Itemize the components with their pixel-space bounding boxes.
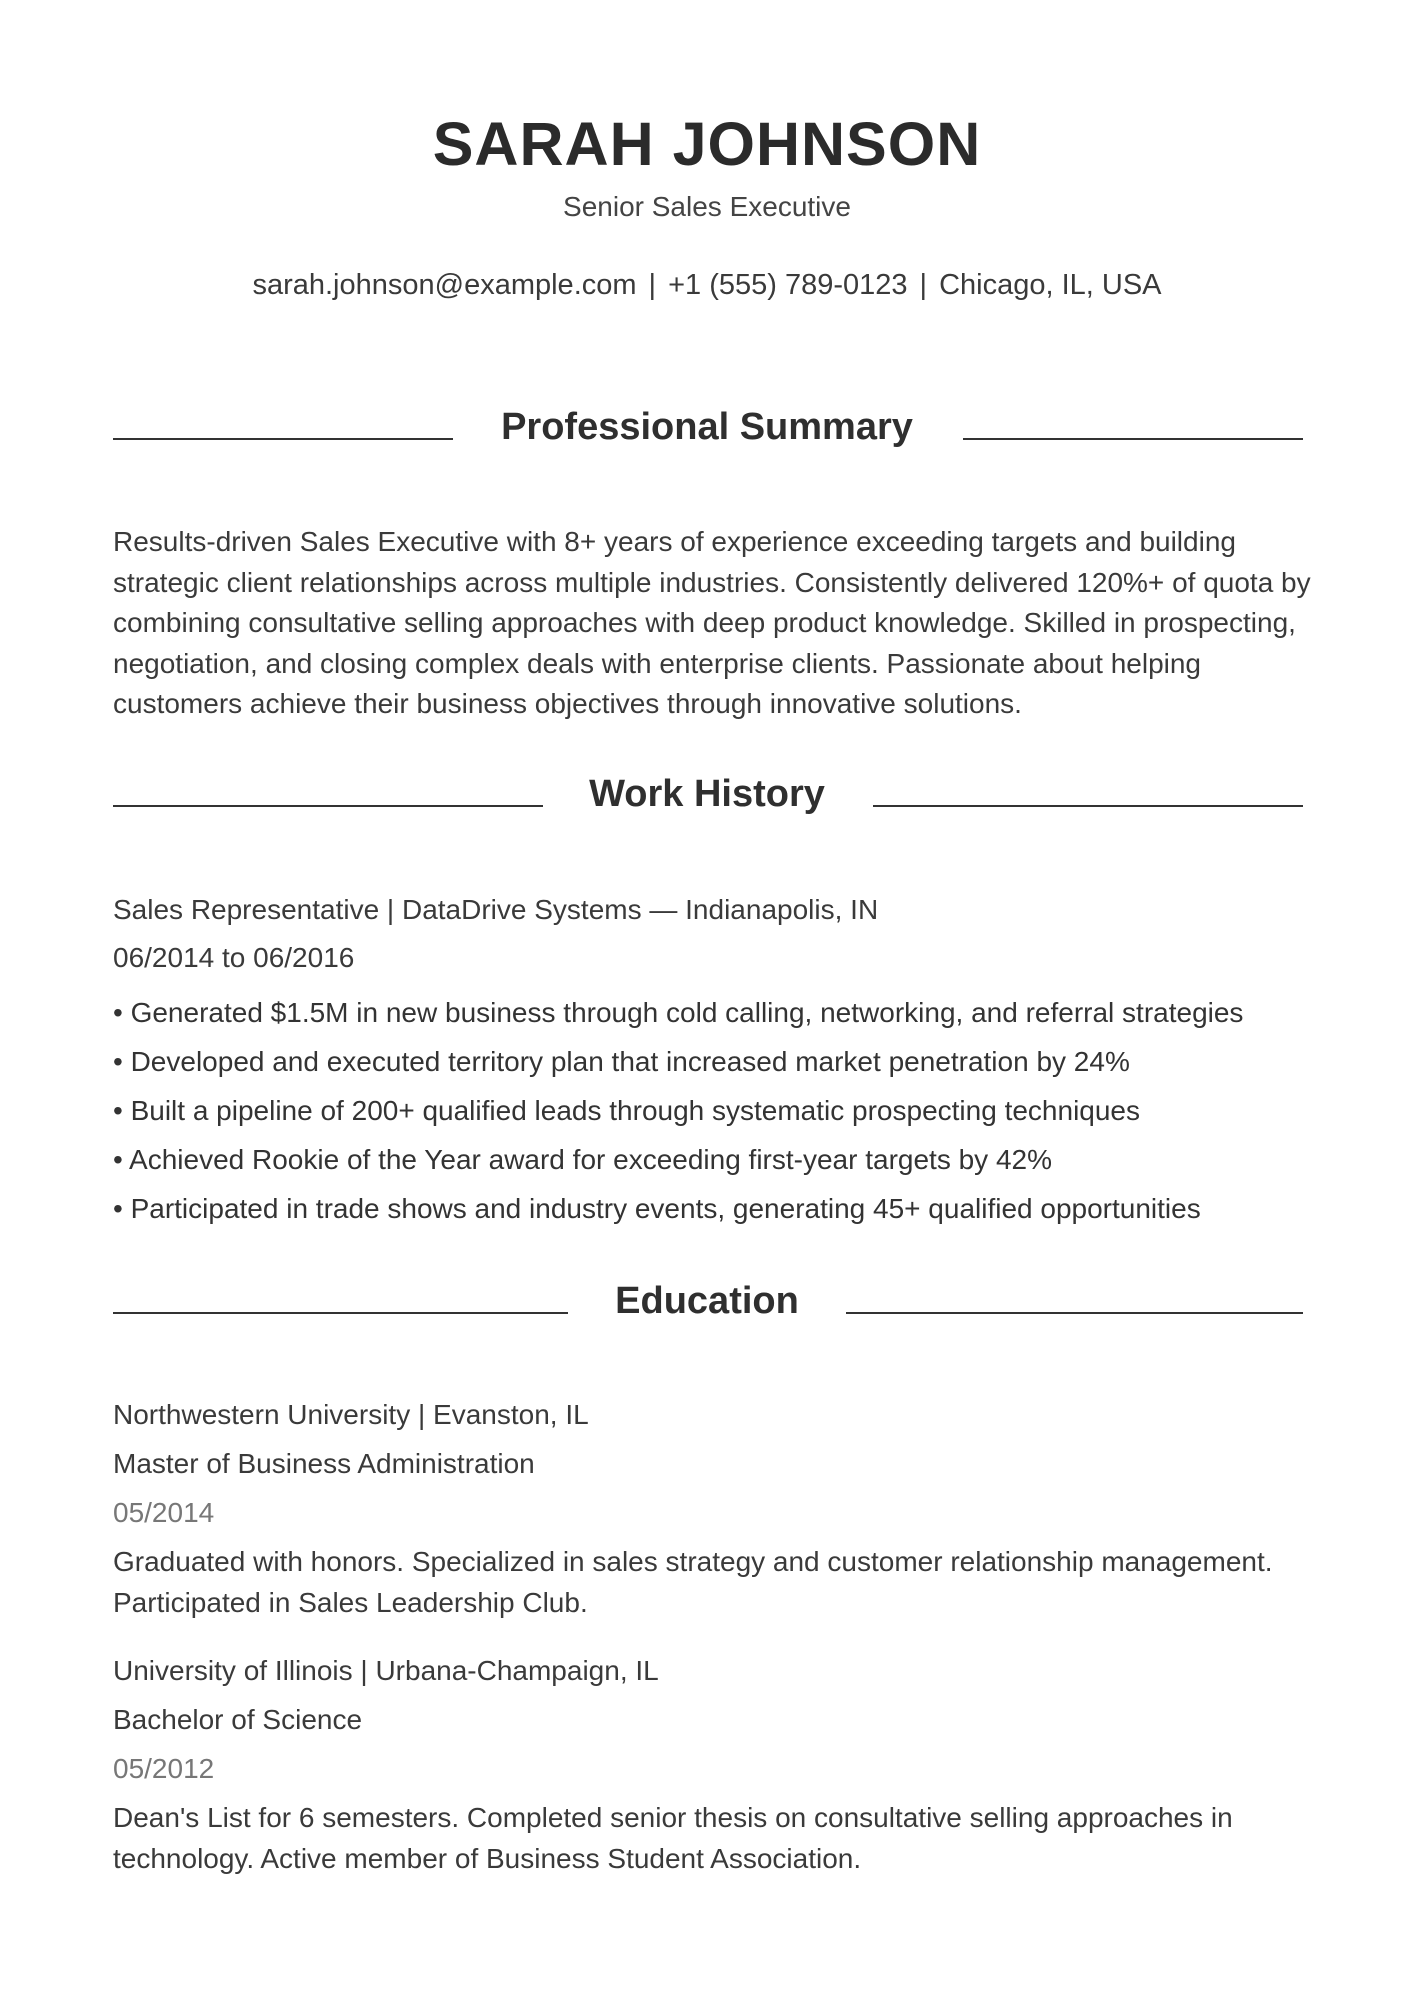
section-rule-right <box>873 805 1303 807</box>
candidate-title: Senior Sales Executive <box>563 191 851 222</box>
contact-separator: | <box>648 269 657 301</box>
education-description: Dean's List for 6 semesters. Completed senior thesis on consultative selling approaches in technology. Active member of Business Student Association. <box>113 1802 1233 1874</box>
education-heading: Education <box>615 1280 799 1322</box>
summary-heading: Professional Summary <box>501 406 913 448</box>
education-degree: Bachelor of Science <box>113 1704 363 1735</box>
job-bullet: • Achieved Rookie of the Year award for exceeding first-year targets by 42% <box>113 1144 1052 1175</box>
job-title-line: Sales Representative | DataDrive Systems — Indianapolis, IN <box>113 894 879 925</box>
education-date: 05/2012 <box>113 1753 215 1784</box>
work-heading: Work History <box>589 773 825 815</box>
section-rule-right <box>846 1312 1303 1314</box>
contact-line <box>0 267 1414 303</box>
job-bullet: • Built a pipeline of 200+ qualified leads through systematic prospecting techniques <box>113 1095 1141 1126</box>
job-bullet: • Generated $1.5M in new business through cold calling, networking, and referral strategies <box>113 997 1244 1028</box>
education-description: Graduated with honors. Specialized in sales strategy and customer relationship management. Participated in Sales Leadership Club. <box>113 1546 1273 1618</box>
education-school: Northwestern University | Evanston, IL <box>113 1399 589 1430</box>
contact-location: Chicago, IL, USA <box>939 269 1162 301</box>
education-date: 05/2014 <box>113 1497 215 1528</box>
job-bullet: • Developed and executed territory plan that increased market penetration by 24% <box>113 1046 1130 1077</box>
contact-email[interactable]: sarah.johnson@example.com <box>252 269 637 301</box>
job-bullet: • Participated in trade shows and industry events, generating 45+ qualified opportunities <box>113 1193 1201 1224</box>
contact-phone[interactable]: +1 (555) 789-0123 <box>668 269 908 301</box>
education-degree: Master of Business Administration <box>113 1448 535 1479</box>
summary-text: Results-driven Sales Executive with 8+ years of experience exceeding targets and building strategic client relationships across multiple industries. Consistently delivered 120%+ of quota by combining consultative selling approaches with deep product knowledge. Skilled in prospecting, negotiation, and closing complex deals with enterprise clients. Passionate about helping customers achieve their business objectives through innovative solutions. <box>113 526 1311 719</box>
candidate-name: SARAH JOHNSON <box>432 110 982 178</box>
contact-separator: | <box>919 269 928 301</box>
job-dates: 06/2014 to 06/2016 <box>113 942 355 973</box>
section-rule-right <box>963 438 1303 440</box>
education-school: University of Illinois | Urbana-Champaign, IL <box>113 1655 659 1686</box>
